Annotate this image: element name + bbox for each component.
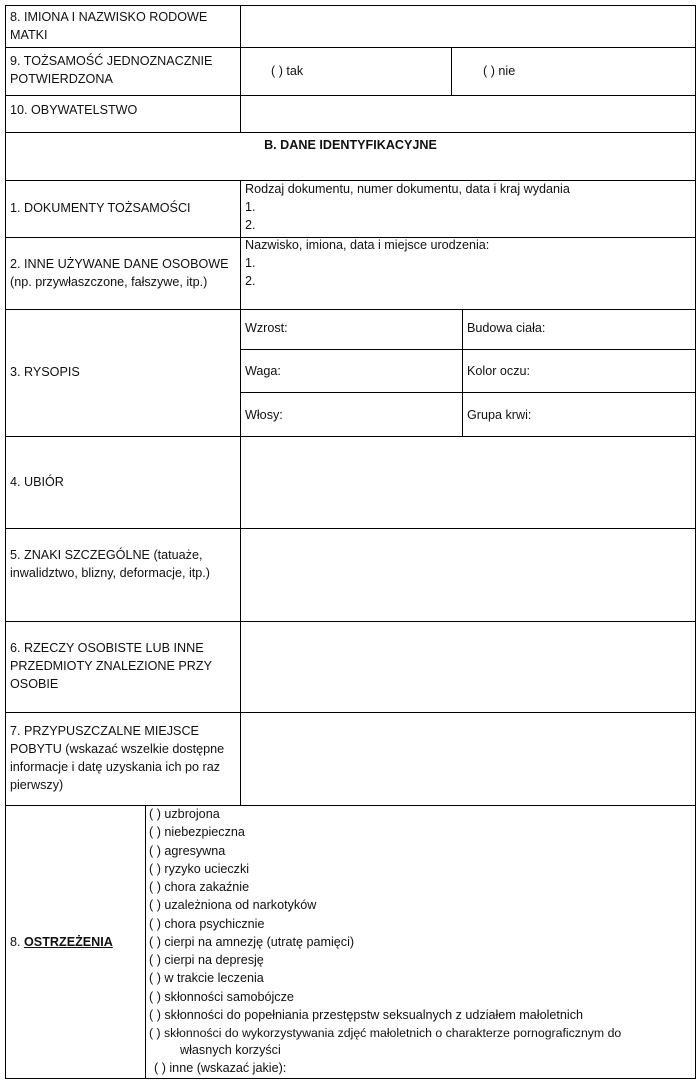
weight-field[interactable]: Waga:	[245, 364, 281, 378]
other-personal-data-line-1[interactable]: 1.	[245, 256, 256, 270]
column-separator	[462, 309, 463, 436]
warning-escape-risk[interactable]: ( ) ryzyko ucieczki	[149, 862, 250, 876]
warning-dangerous[interactable]: ( ) niebezpieczna	[149, 825, 245, 839]
rysopis-separator	[240, 349, 696, 350]
distinguishing-marks-label: 5. ZNAKI SZCZEGÓLNE (tatuaże, inwalidztwo, blizny, deformacje, itp.)	[10, 548, 210, 580]
eye-color-field[interactable]: Kolor oczu:	[467, 364, 530, 378]
row-separator	[5, 621, 696, 622]
warning-mentally-ill[interactable]: ( ) chora psychicznie	[149, 917, 265, 931]
mother-name-label: 8. IMIONA I NAZWISKO RODOWE MATKI	[10, 10, 208, 42]
warnings-label: 8. OSTRZEŻENIA	[10, 935, 113, 949]
warning-aggressive[interactable]: ( ) agresywna	[149, 844, 226, 858]
warning-pornographic-images[interactable]: ( ) skłonności do wykorzystywania zdjęć małoletnich o charakterze pornograficznym do	[149, 1026, 622, 1040]
identity-documents-hint: Rodzaj dokumentu, numer dokumentu, data i kraj wydania	[245, 182, 570, 196]
row-separator	[5, 95, 696, 96]
column-separator	[240, 5, 241, 132]
hair-field[interactable]: Włosy:	[245, 408, 283, 422]
build-field[interactable]: Budowa ciała:	[467, 321, 546, 335]
form-table	[5, 5, 696, 1079]
row-separator	[5, 436, 696, 437]
clothing-label: 4. UBIÓR	[10, 475, 64, 489]
row-separator	[5, 805, 696, 806]
warning-depression[interactable]: ( ) cierpi na depresję	[149, 953, 264, 967]
warning-under-treatment[interactable]: ( ) w trakcie leczenia	[149, 971, 264, 985]
row-separator	[5, 528, 696, 529]
row-separator	[5, 309, 696, 310]
identity-documents-label: 1. DOKUMENTY TOŻSAMOŚCI	[10, 201, 191, 215]
identity-confirmed-no-option[interactable]: ( ) nie	[483, 64, 516, 78]
row-separator	[5, 132, 696, 133]
warning-infectious[interactable]: ( ) chora zakaźnie	[149, 880, 250, 894]
warning-drug-addicted[interactable]: ( ) uzależniona od narkotyków	[149, 898, 317, 912]
other-personal-data-label: 2. INNE UŻYWANE DANE OSOBOWE (np. przywłaszczone, fałszywe, itp.)	[10, 257, 229, 289]
border-bottom	[5, 1078, 696, 1079]
border-right	[695, 5, 696, 1079]
citizenship-label: 10. OBYWATELSTWO	[10, 103, 138, 117]
description-label: 3. RYSOPIS	[10, 365, 80, 379]
rysopis-separator	[240, 392, 696, 393]
personal-items-label: 6. RZECZY OSOBISTE LUB INNE PRZEDMIOTY ZNALEZIONE PRZY OSOBIE	[10, 641, 212, 691]
warning-suicidal[interactable]: ( ) skłonności samobójcze	[149, 990, 294, 1004]
warning-other[interactable]: ( ) inne (wskazać jakie):	[154, 1061, 287, 1075]
column-separator	[451, 47, 452, 95]
warning-pornographic-images-continued: własnych korzyści	[180, 1043, 281, 1057]
height-field[interactable]: Wzrost:	[245, 321, 288, 335]
identity-documents-line-1[interactable]: 1.	[245, 200, 256, 214]
blood-group-field[interactable]: Grupa krwi:	[467, 408, 532, 422]
column-separator	[240, 180, 241, 805]
row-separator	[5, 47, 696, 48]
whereabouts-label: 7. PRZYPUSZCZALNE MIEJSCE POBYTU (wskazać wszelkie dostępne informacje i datę uzyskania ich po raz pierwszy)	[10, 724, 225, 792]
warning-sexual-offences[interactable]: ( ) skłonności do popełniania przestępstw seksualnych z udziałem małoletnich	[149, 1008, 584, 1022]
column-separator	[145, 805, 146, 1078]
warning-amnesia[interactable]: ( ) cierpi na amnezję (utratę pamięci)	[149, 935, 355, 949]
border-left	[5, 5, 6, 1079]
row-separator	[5, 712, 696, 713]
other-personal-data-line-2[interactable]: 2.	[245, 274, 256, 288]
other-personal-data-hint: Nazwisko, imiona, data i miejsce urodzenia:	[245, 238, 490, 252]
identity-confirmed-label: 9. TOŻSAMOŚĆ JEDNOZNACZNIE POTWIERDZONA	[10, 54, 213, 86]
border-top	[5, 5, 696, 6]
warning-armed[interactable]: ( ) uzbrojona	[149, 807, 220, 821]
identity-confirmed-yes-option[interactable]: ( ) tak	[271, 64, 304, 78]
section-b-header: B. DANE IDENTYFIKACYJNE	[264, 138, 437, 152]
identity-documents-line-2[interactable]: 2.	[245, 218, 256, 232]
